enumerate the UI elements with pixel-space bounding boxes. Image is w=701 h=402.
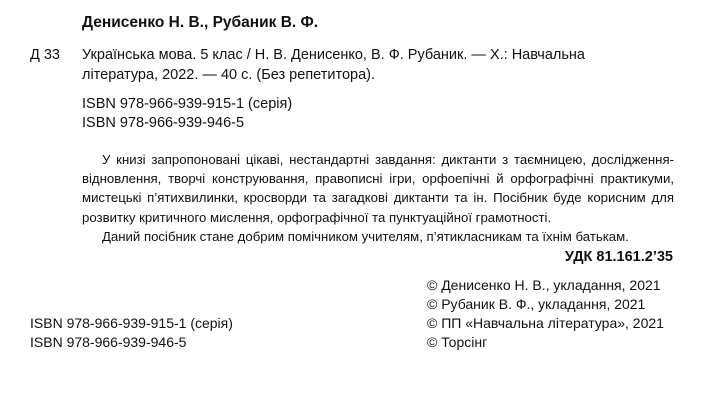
bibliographic-line-1: Українська мова. 5 клас / Н. В. Денисенко, В. Ф. Рубаник. — Х.: Навчальна: [82, 47, 585, 63]
isbn-series-bottom: ISBN 978-966-939-915-1 (серія): [30, 315, 233, 331]
abstract-paragraph-2: Даний посібник стане добрим помічником учителям, п’ятикласникам та їхнім батькам.: [102, 228, 629, 244]
abstract: [82, 150, 674, 246]
authors-heading: Денисенко Н. В., Рубаник В. Ф.: [82, 14, 319, 31]
classification-code: Д 33: [30, 47, 60, 63]
isbn-book-bottom: ISBN 978-966-939-946-5: [30, 334, 187, 350]
udk-code: УДК 81.161.2’35: [564, 249, 673, 265]
copyright-line: © Денисенко Н. В., укладання, 2021: [427, 277, 661, 293]
copyright-line: © Рубаник В. Ф., укладання, 2021: [427, 296, 646, 312]
bibliographic-line-2: література, 2022. — 40 с. (Без репетитора).: [82, 67, 376, 83]
copyright-line: © Торсінг: [427, 334, 488, 350]
copyright-line: © ПП «Навчальна література», 2021: [427, 315, 664, 331]
isbn-book-top: ISBN 978-966-939-946-5: [82, 115, 245, 131]
abstract-paragraph-1: У книзі запропоновані цікаві, нестандартні завдання: диктанти з таємницею, дослідження-відновлення, творчі конструювання, правописні ігри, орфоепічні й орфографічні практикуми, мистецькі п’ятихвилинки, кросворди та загадкові диктанти та ін. Посібник буде корисним для розвитку критичного мислення, орфографічної та пунктуаційної грамотності.: [82, 152, 674, 225]
isbn-series-top: ISBN 978-966-939-915-1 (серія): [82, 96, 293, 112]
